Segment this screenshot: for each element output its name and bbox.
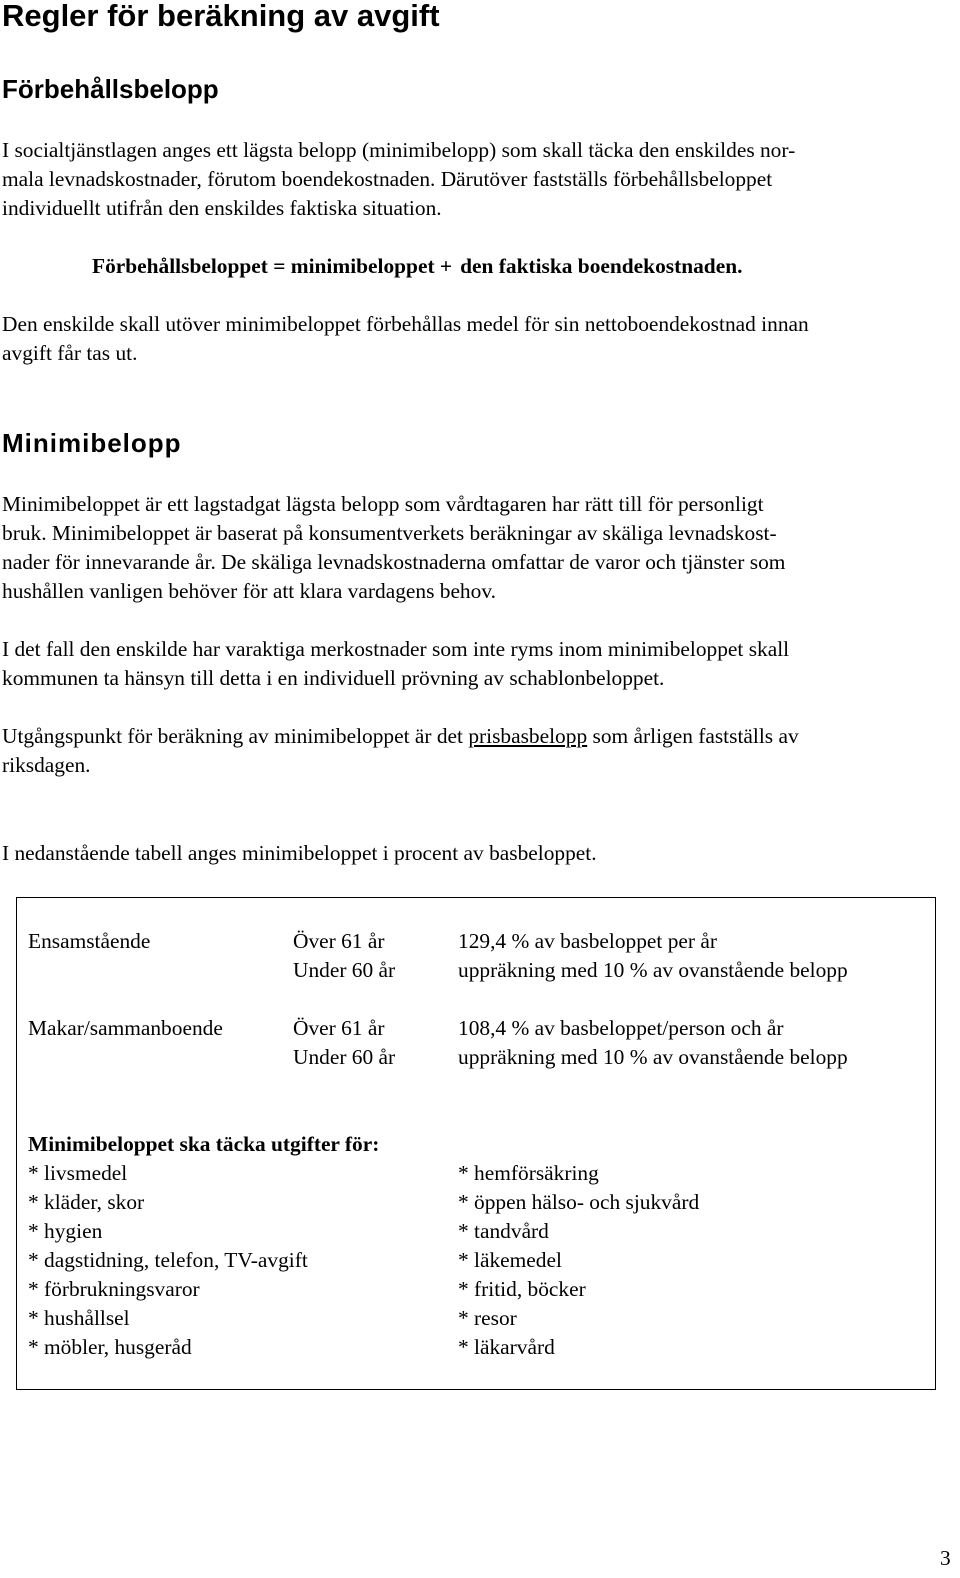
paragraph-line: nader för innevarande år. De skäliga levnadskostnaderna omfattar de varor och tjänster som [2, 550, 786, 574]
nettoboendekostnad-paragraph [2, 310, 957, 368]
paragraph-line: Minimibeloppet är ett lagstadgat lägsta belopp som vårdtagaren har rätt till för personligt [2, 492, 764, 516]
page-number: 3 [940, 1546, 951, 1570]
table-age-group [293, 927, 395, 985]
table-age-group [293, 1014, 395, 1072]
covers-heading: Minimibeloppet ska täcka utgifter för: [28, 1132, 380, 1156]
amount-label: uppräkning med 10 % av ovanstående belopp [458, 958, 848, 982]
covers-list-left [28, 1159, 308, 1362]
list-item: * hygien [28, 1219, 103, 1243]
list-item: * hemförsäkring [458, 1161, 599, 1185]
paragraph-line [2, 722, 957, 751]
age-label: Under 60 år [293, 1045, 396, 1069]
age-label: Under 60 år [293, 958, 396, 982]
list-item: * möbler, husgeråd [28, 1335, 192, 1359]
list-item: * öppen hälso- och sjukvård [458, 1190, 700, 1214]
amount-label: 108,4 % av basbeloppet/person och år [458, 1016, 784, 1040]
forbehallsbelopp-paragraph [2, 136, 957, 223]
list-item: * läkemedel [458, 1248, 562, 1272]
paragraph-line: avgift får tas ut. [2, 341, 138, 365]
merkostnader-paragraph [2, 635, 957, 693]
prisbasbelopp-paragraph [2, 722, 957, 780]
tabell-intro-paragraph: I nedanstående tabell anges minimibeloppet i procent av basbeloppet. [2, 841, 597, 865]
section-heading-forbehallsbelopp: Förbehållsbelopp [2, 74, 219, 104]
section-heading-minimibelopp: Minimibelopp [2, 428, 182, 458]
paragraph-line: kommunen ta hänsyn till detta i en individuell prövning av schablonbeloppet. [2, 666, 665, 690]
list-item: * fritid, böcker [458, 1277, 586, 1301]
minimibelopp-table-box [16, 897, 936, 1390]
age-label: Över 61 år [293, 929, 385, 953]
list-item: * hushållsel [28, 1306, 130, 1330]
page-title: Regler för beräkning av avgift [2, 0, 440, 33]
table-amount [458, 927, 848, 985]
minimibelopp-paragraph [2, 490, 957, 606]
paragraph-line: hushållen vanligen behöver för att klara vardagens behov. [2, 579, 496, 603]
paragraph-line: I det fall den enskilde har varaktiga merkostnader som inte ryms inom minimibeloppet skall [2, 637, 790, 661]
list-item: * förbrukningsvaror [28, 1277, 200, 1301]
paragraph-line: mala levnadskostnader, förutom boendekostnaden. Därutöver fastställs förbehållsbeloppet [2, 167, 773, 191]
amount-label: uppräkning med 10 % av ovanstående belopp [458, 1045, 848, 1069]
paragraph-text: som årligen fastställs av [587, 724, 799, 748]
list-item: * kläder, skor [28, 1190, 145, 1214]
prisbasbelopp-link[interactable]: prisbasbelopp [468, 724, 588, 748]
formula-right: den faktiska boendekostnaden. [460, 254, 743, 278]
table-amount [458, 1014, 848, 1072]
paragraph-text: Utgångspunkt för beräkning av minimibeloppet är det [2, 724, 469, 748]
paragraph-line: I socialtjänstlagen anges ett lägsta belopp (minimibelopp) som skall täcka den enskildes nor- [2, 138, 796, 162]
paragraph-line: bruk. Minimibeloppet är baserat på konsumentverkets beräkningar av skäliga levnadskost- [2, 521, 777, 545]
formula-line [92, 252, 742, 281]
paragraph-line: riksdagen. [2, 753, 91, 777]
paragraph-line: individuellt utifrån den enskildes faktiska situation. [2, 196, 442, 220]
amount-label: 129,4 % av basbeloppet per år [458, 929, 717, 953]
list-item: * livsmedel [28, 1161, 128, 1185]
list-item: * tandvård [458, 1219, 549, 1243]
table-category: Makar/sammanboende [28, 1016, 223, 1040]
paragraph-line: Den enskilde skall utöver minimibeloppet förbehållas medel för sin nettoboendekostnad innan [2, 312, 809, 336]
age-label: Över 61 år [293, 1016, 385, 1040]
covers-list-right [458, 1159, 699, 1362]
list-item: * resor [458, 1306, 517, 1330]
table-category: Ensamstående [28, 929, 151, 953]
list-item: * läkarvård [458, 1335, 555, 1359]
list-item: * dagstidning, telefon, TV-avgift [28, 1248, 308, 1272]
formula-left: Förbehållsbeloppet = minimibeloppet + [92, 254, 453, 278]
